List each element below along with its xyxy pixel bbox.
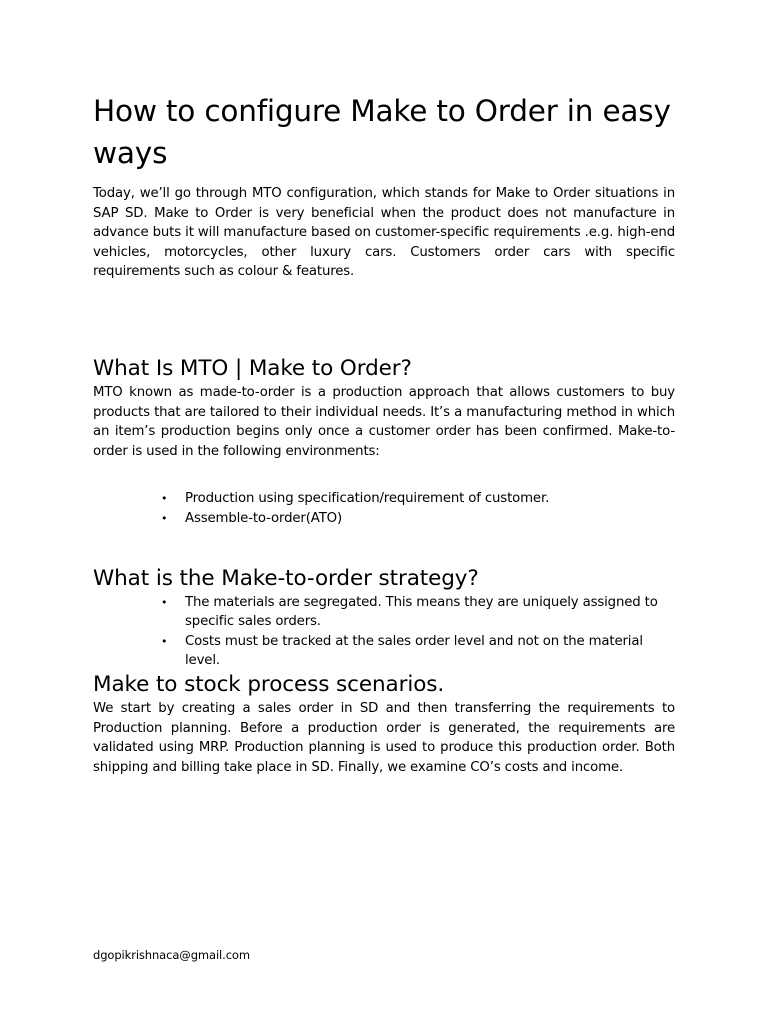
section-body-what-is-mto: MTO known as made-to-order is a production approach that allows customers to buy products that are tailored to their individual needs. It’s a manufacturing method in which an item’s production begins only once a customer order has been confirmed. Make-to-order is used in the following environments: [93,384,675,459]
list-item: • The materials are segregated. This means they are uniquely assigned to specific sales orders. [93,593,675,632]
document-body [93,90,675,777]
page-title: How to configure Make to Order in easy ways [93,94,671,170]
section-heading-what-is-mto: What Is MTO | Make to Order? [93,355,412,381]
intro-paragraph: Today, we’ll go through MTO configuration, which stands for Make to Order situations in SAP SD. Make to Order is very beneficial when the product does not manufacture in advance buts it will manufacture based on customer-specific requirements .e.g. high-end vehicles, motorcycles, other luxury cars. Customers order cars with specific requirements such as colour & features. [93,186,675,280]
footer-email: dgopikrishnaca@gmail.com [93,948,250,962]
list-item: • Production using specification/requirement of customer. [93,489,675,509]
bullet-list-strategy [93,593,675,671]
section-heading-strategy: What is the Make-to-order strategy? [93,565,479,591]
bullet-list-environments [93,489,675,528]
section-heading-stock-scenarios: Make to stock process scenarios. [93,671,445,697]
section-body-stock-scenarios: We start by creating a sales order in SD and then transferring the requirements to Production planning. Before a production order is generated, the requirements are validated using MRP. Production planning is used to produce this production order. Both shipping and billing take place in SD. Finally, we examine CO’s costs and income. [93,700,675,775]
list-item: • Assemble-to-order(ATO) [93,509,675,529]
list-item: • Costs must be tracked at the sales order level and not on the material level. [93,632,675,671]
